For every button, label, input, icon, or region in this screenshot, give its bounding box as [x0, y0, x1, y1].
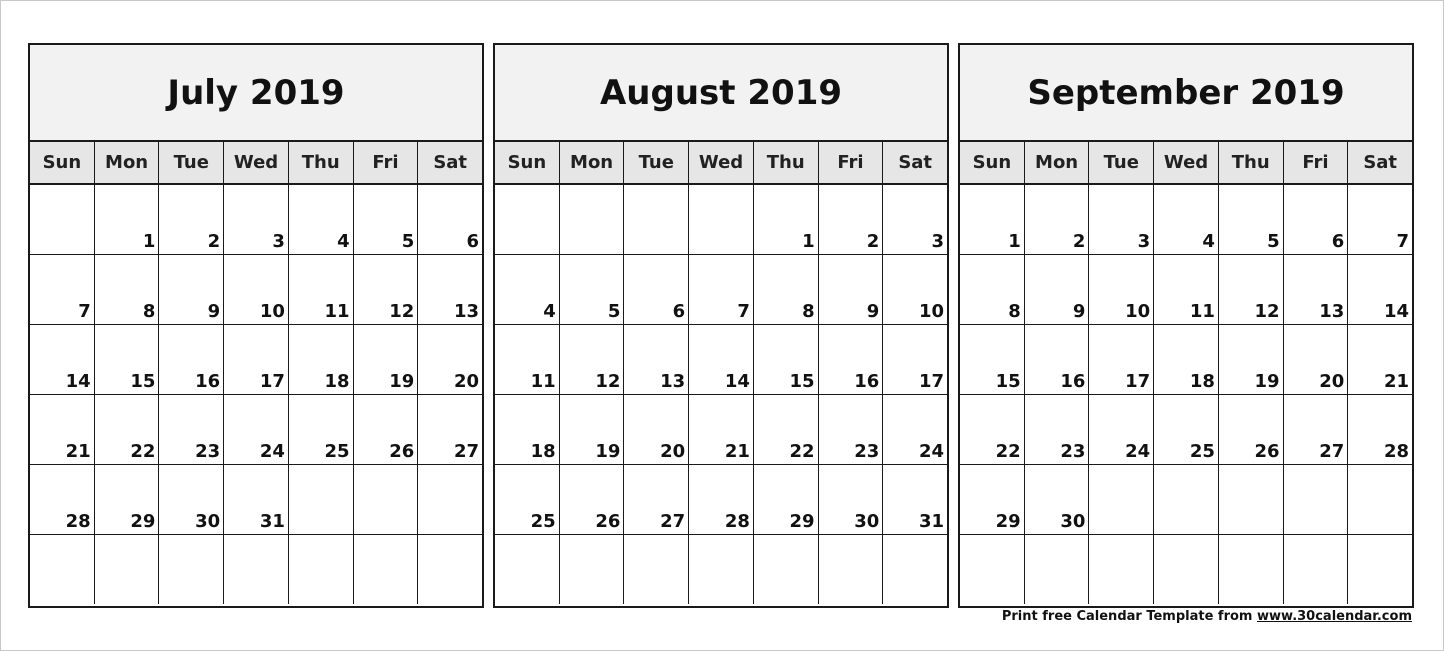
day-number: 23 [854, 441, 880, 462]
day-cell [159, 395, 224, 464]
day-cell [95, 325, 160, 394]
day-number: 28 [65, 511, 91, 532]
day-number: 18 [1189, 371, 1215, 392]
day-number: 17 [918, 371, 945, 392]
day-cell [159, 185, 224, 254]
day-number: 16 [195, 371, 221, 392]
day-cell [819, 535, 884, 604]
day-number: 9 [866, 301, 880, 322]
day-cell [883, 255, 947, 324]
day-cell [1154, 535, 1219, 604]
day-number: 10 [1125, 301, 1151, 322]
day-cell [1025, 325, 1090, 394]
day-cell [883, 185, 947, 254]
week-row [30, 535, 482, 604]
day-cell [224, 325, 289, 394]
weekday-label: Wed [689, 142, 754, 183]
day-number: 19 [595, 441, 621, 462]
day-cell [1348, 395, 1412, 464]
weekday-label: Sat [898, 152, 933, 173]
day-cell [159, 325, 224, 394]
week-row [960, 255, 1412, 325]
day-number: 18 [324, 371, 350, 392]
day-cell [289, 465, 354, 534]
day-cell [960, 465, 1025, 534]
day-number: 27 [660, 511, 686, 532]
day-cell [495, 535, 560, 604]
day-cell [418, 395, 482, 464]
day-cell [159, 255, 224, 324]
day-number: 25 [324, 441, 350, 462]
day-cell [1284, 395, 1349, 464]
day-cell [1025, 465, 1090, 534]
day-number: 2 [866, 231, 880, 252]
weekday-label: Tue [624, 142, 689, 183]
day-number: 24 [259, 441, 285, 462]
day-cell [495, 465, 560, 534]
weekday-label: Fri [819, 142, 884, 183]
day-number: 22 [995, 441, 1021, 462]
day-number: 29 [130, 511, 156, 532]
day-number: 23 [1060, 441, 1086, 462]
day-cell [289, 395, 354, 464]
day-cell [883, 325, 947, 394]
day-cell [159, 465, 224, 534]
day-cell [754, 465, 819, 534]
month-title: August 2019 [495, 45, 947, 142]
day-number: 9 [207, 301, 221, 322]
day-cell [495, 395, 560, 464]
weekday-label: Mon [1025, 142, 1090, 183]
day-cell [689, 535, 754, 604]
day-cell [1219, 325, 1284, 394]
day-cell [1089, 395, 1154, 464]
day-cell [960, 255, 1025, 324]
day-number: 27 [1319, 441, 1345, 462]
day-number: 30 [195, 511, 221, 532]
day-cell [883, 395, 947, 464]
day-cell [224, 465, 289, 534]
day-cell [1025, 185, 1090, 254]
weekday-label: Sat [1363, 152, 1398, 173]
day-number: 2 [1072, 231, 1086, 252]
day-cell [624, 395, 689, 464]
day-cell [95, 255, 160, 324]
day-number: 16 [854, 371, 880, 392]
day-number: 20 [660, 441, 686, 462]
week-row [495, 395, 947, 465]
day-number: 8 [1008, 301, 1021, 322]
day-cell [224, 395, 289, 464]
day-cell [819, 185, 884, 254]
day-number: 13 [660, 371, 686, 392]
day-cell [754, 325, 819, 394]
day-cell [354, 185, 419, 254]
day-cell [354, 325, 419, 394]
day-cell [1154, 185, 1219, 254]
day-number: 8 [802, 301, 815, 322]
day-cell [689, 395, 754, 464]
day-number: 14 [1383, 301, 1410, 322]
day-number: 19 [1254, 371, 1280, 392]
day-number: 27 [453, 441, 480, 462]
weekday-label: Fri [354, 142, 419, 183]
day-number: 7 [78, 301, 91, 322]
day-cell [1284, 185, 1349, 254]
weekday-label: Mon [560, 142, 625, 183]
day-number: 29 [995, 511, 1021, 532]
day-cell [1025, 395, 1090, 464]
day-number: 15 [130, 371, 156, 392]
day-number: 26 [595, 511, 621, 532]
weekday-label: Thu [754, 142, 819, 183]
weekday-label: Sun [495, 142, 560, 183]
day-number: 8 [142, 301, 156, 322]
day-number: 26 [389, 441, 415, 462]
day-cell [624, 465, 689, 534]
day-cell [30, 325, 95, 394]
day-number: 5 [607, 301, 621, 322]
day-cell [624, 255, 689, 324]
day-number: 12 [595, 371, 621, 392]
day-cell [1284, 325, 1349, 394]
day-cell [95, 535, 160, 604]
day-cell [560, 395, 625, 464]
day-number: 9 [1072, 301, 1086, 322]
day-cell [30, 185, 95, 254]
day-number: 26 [1254, 441, 1280, 462]
day-cell [418, 185, 482, 254]
weekday-label: Sat [433, 152, 468, 173]
day-number: 11 [530, 371, 556, 392]
weeks-body [960, 185, 1412, 604]
day-cell [819, 395, 884, 464]
day-number: 20 [1319, 371, 1345, 392]
day-number: 12 [1254, 301, 1280, 322]
day-cell [754, 395, 819, 464]
weekday-label: Mon [95, 142, 160, 183]
month-calendar [958, 43, 1414, 608]
day-cell [1089, 255, 1154, 324]
day-cell [159, 535, 224, 604]
day-cell [418, 535, 482, 604]
day-number: 17 [1125, 371, 1151, 392]
day-number: 31 [259, 511, 285, 532]
day-cell [689, 325, 754, 394]
week-row [960, 185, 1412, 255]
day-cell [289, 535, 354, 604]
day-number: 28 [1383, 441, 1410, 462]
day-number: 13 [1319, 301, 1345, 322]
day-number: 4 [543, 301, 556, 322]
day-cell [960, 325, 1025, 394]
day-cell [1154, 465, 1219, 534]
day-cell [1089, 465, 1154, 534]
day-cell [960, 395, 1025, 464]
day-cell [1219, 535, 1284, 604]
day-cell [30, 535, 95, 604]
day-cell [1154, 255, 1219, 324]
day-cell [1089, 185, 1154, 254]
day-number: 23 [195, 441, 221, 462]
weekday-label: Thu [1219, 142, 1284, 183]
day-number: 6 [1331, 231, 1345, 252]
day-number: 3 [931, 231, 945, 252]
weeks-body [30, 185, 482, 604]
week-row [30, 395, 482, 465]
day-number: 30 [1060, 511, 1086, 532]
day-cell [354, 465, 419, 534]
day-number: 28 [724, 511, 750, 532]
day-number: 4 [1202, 231, 1215, 252]
day-number: 10 [259, 301, 285, 322]
day-cell [495, 325, 560, 394]
day-cell [1089, 325, 1154, 394]
day-number: 5 [401, 231, 415, 252]
day-cell [960, 535, 1025, 604]
day-cell [289, 185, 354, 254]
week-row [495, 185, 947, 255]
day-number: 5 [1267, 231, 1280, 252]
day-cell [418, 465, 482, 534]
day-cell [95, 185, 160, 254]
day-cell [289, 255, 354, 324]
day-cell [560, 325, 625, 394]
day-number: 24 [1125, 441, 1151, 462]
day-number: 22 [130, 441, 156, 462]
day-number: 7 [1396, 231, 1410, 252]
day-number: 12 [389, 301, 415, 322]
day-cell [754, 255, 819, 324]
day-number: 7 [737, 301, 750, 322]
day-cell [560, 255, 625, 324]
day-cell [30, 255, 95, 324]
day-number: 16 [1060, 371, 1086, 392]
weekday-label: Tue [159, 142, 224, 183]
weekday-label: Wed [1154, 142, 1219, 183]
weekday-label: Tue [1089, 142, 1154, 183]
day-cell [224, 185, 289, 254]
day-cell [883, 465, 947, 534]
day-number: 18 [530, 441, 556, 462]
day-cell [1154, 325, 1219, 394]
day-cell [689, 255, 754, 324]
day-number: 21 [1383, 371, 1410, 392]
week-row [960, 535, 1412, 604]
day-cell [1348, 465, 1412, 534]
day-cell [95, 395, 160, 464]
day-number: 3 [272, 231, 285, 252]
week-row [960, 395, 1412, 465]
day-cell [689, 185, 754, 254]
day-number: 13 [453, 301, 480, 322]
day-number: 4 [337, 231, 350, 252]
day-number: 11 [1189, 301, 1215, 322]
day-number: 20 [453, 371, 480, 392]
weeks-body [495, 185, 947, 604]
day-number: 31 [918, 511, 945, 532]
week-row [30, 185, 482, 255]
weekday-label: Wed [224, 142, 289, 183]
day-cell [560, 535, 625, 604]
day-cell [560, 465, 625, 534]
day-number: 2 [207, 231, 221, 252]
day-cell [754, 535, 819, 604]
day-cell [354, 255, 419, 324]
day-number: 25 [530, 511, 556, 532]
day-number: 29 [789, 511, 815, 532]
month-calendar [28, 43, 484, 608]
day-number: 1 [802, 231, 815, 252]
day-number: 6 [466, 231, 480, 252]
day-cell [1025, 535, 1090, 604]
day-cell [495, 185, 560, 254]
day-cell [1219, 255, 1284, 324]
day-number: 19 [389, 371, 415, 392]
day-cell [1284, 465, 1349, 534]
day-number: 30 [854, 511, 880, 532]
day-number: 22 [789, 441, 815, 462]
day-number: 25 [1189, 441, 1215, 462]
day-cell [224, 535, 289, 604]
day-number: 1 [1008, 231, 1021, 252]
week-row [30, 255, 482, 325]
month-title: September 2019 [960, 45, 1412, 142]
day-cell [819, 465, 884, 534]
day-number: 21 [65, 441, 91, 462]
day-cell [1348, 325, 1412, 394]
week-row [30, 325, 482, 395]
week-row [960, 465, 1412, 535]
day-number: 11 [324, 301, 350, 322]
day-cell [1348, 255, 1412, 324]
day-cell [1348, 185, 1412, 254]
day-number: 17 [259, 371, 285, 392]
day-cell [1219, 185, 1284, 254]
month-title: July 2019 [30, 45, 482, 142]
day-cell [1154, 395, 1219, 464]
footer-text: Print free Calendar Template from [1001, 609, 1257, 624]
day-number: 14 [724, 371, 750, 392]
day-cell [354, 395, 419, 464]
day-number: 10 [918, 301, 945, 322]
weekday-label: Fri [1284, 142, 1349, 183]
day-cell [1284, 255, 1349, 324]
day-cell [418, 255, 482, 324]
weekday-label: Thu [289, 142, 354, 183]
week-row [495, 535, 947, 604]
week-row [495, 255, 947, 325]
day-cell [819, 255, 884, 324]
day-number: 24 [918, 441, 945, 462]
day-cell [624, 185, 689, 254]
day-number: 3 [1137, 231, 1151, 252]
day-cell [30, 465, 95, 534]
day-number: 15 [995, 371, 1021, 392]
day-cell [819, 325, 884, 394]
day-cell [560, 185, 625, 254]
week-row [960, 325, 1412, 395]
weekday-header-row [495, 142, 947, 185]
day-cell [1089, 535, 1154, 604]
weekday-header-row [30, 142, 482, 185]
day-number: 15 [789, 371, 815, 392]
day-cell [95, 465, 160, 534]
day-cell [960, 185, 1025, 254]
day-cell [1025, 255, 1090, 324]
day-number: 1 [142, 231, 156, 252]
day-cell [1284, 535, 1349, 604]
day-cell [224, 255, 289, 324]
month-calendar [493, 43, 949, 608]
footer-link[interactable]: www.30calendar.com [1257, 609, 1412, 624]
day-cell [1348, 535, 1412, 604]
day-number: 6 [672, 301, 686, 322]
day-cell [754, 185, 819, 254]
day-cell [1219, 465, 1284, 534]
day-cell [624, 535, 689, 604]
week-row [495, 325, 947, 395]
day-cell [495, 255, 560, 324]
week-row [30, 465, 482, 535]
day-cell [289, 325, 354, 394]
day-cell [624, 325, 689, 394]
day-number: 21 [724, 441, 750, 462]
weekday-header-row [960, 142, 1412, 185]
footer-credit [1002, 609, 1412, 624]
day-cell [883, 535, 947, 604]
week-row [495, 465, 947, 535]
day-cell [1219, 395, 1284, 464]
day-cell [418, 325, 482, 394]
day-cell [689, 465, 754, 534]
day-cell [354, 535, 419, 604]
day-number: 14 [65, 371, 91, 392]
day-cell [30, 395, 95, 464]
weekday-label: Sun [960, 142, 1025, 183]
weekday-label: Sun [30, 142, 95, 183]
